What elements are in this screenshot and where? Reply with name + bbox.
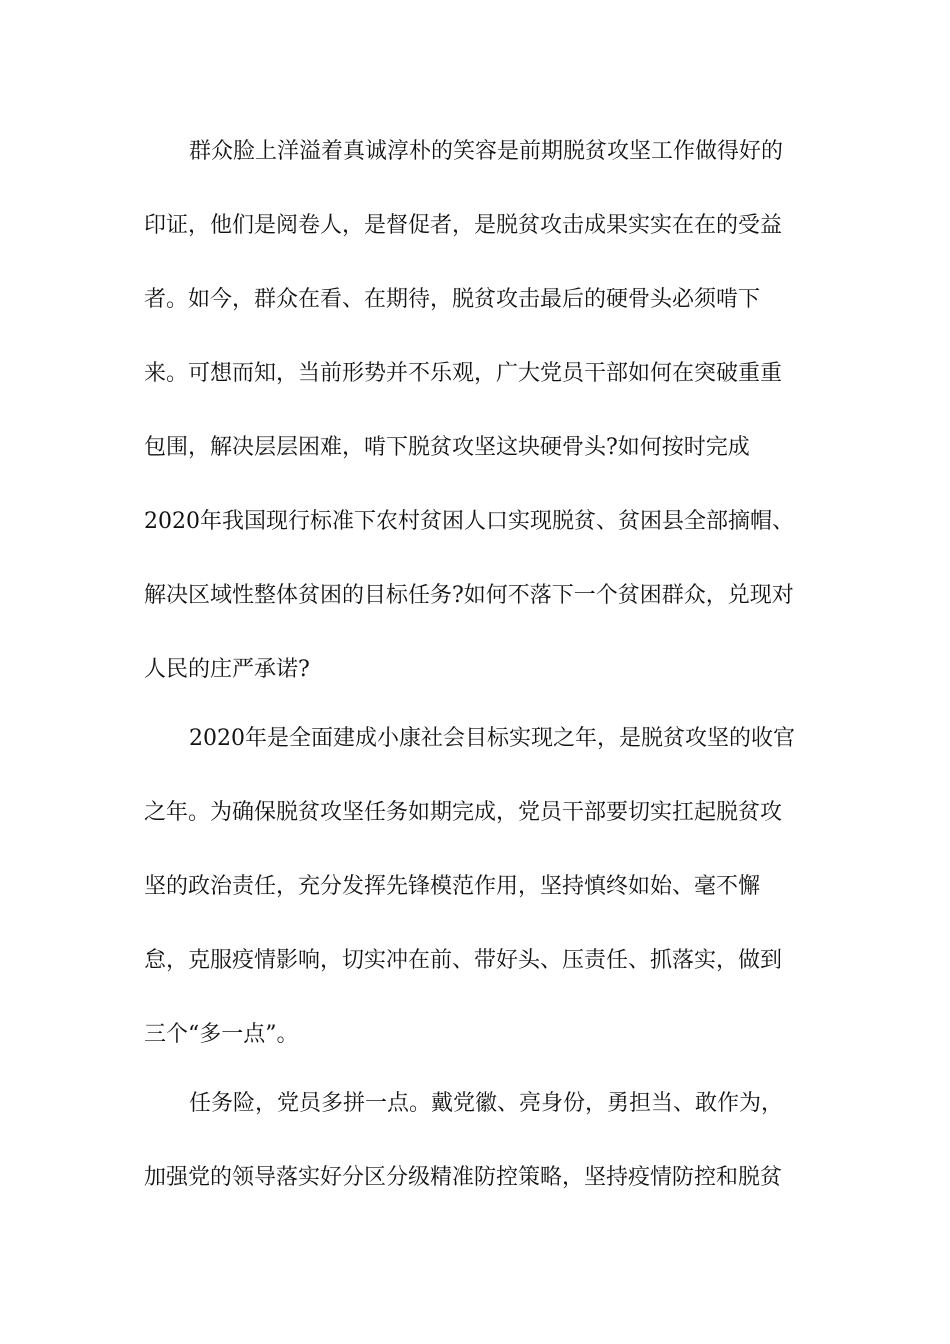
paragraph-1-line-2: 印证，他们是阅卷人，是督促者，是脱贫攻击成果实实在在的受益 [144, 213, 783, 238]
paragraph-1-line-4: 来。可想而知，当前形势并不乐观，广大党员干部如何在突破重重 [144, 361, 783, 386]
paragraph-3-line-1: 任务险，党员多拼一点。戴党徽、亮身份，勇担当、敢作为， [189, 1091, 784, 1116]
paragraph-1-line-7: 解决区域性整体贫困的目标任务?如何不落下一个贫困群众，兑现对 [144, 583, 794, 608]
paragraph-2-line-3: 坚的政治责任，充分发挥先锋模范作用，坚持慎终如始、毫不懈 [144, 874, 761, 899]
paragraph-2-line-4: 怠，克服疫情影响，切实冲在前、带好头、压责任、抓落实，做到 [144, 948, 783, 973]
paragraph-1-line-3: 者。如今，群众在看、在期待，脱贫攻击最后的硬骨头必须啃下 [144, 287, 761, 312]
paragraph-1-line-8: 人民的庄严承诺? [144, 657, 310, 682]
paragraph-3-line-2: 加强党的领导落实好分区分级精准防控策略，坚持疫情防控和脱贫 [144, 1165, 783, 1190]
paragraph-1-line-6: 2020年我国现行标准下农村贫困人口实现脱贫、贫困县全部摘帽、 [144, 509, 794, 534]
paragraph-2-line-5: 三个“多一点”。 [144, 1022, 299, 1047]
paragraph-2-line-2: 之年。为确保脱贫攻坚任务如期完成，党员干部要切实扛起脱贫攻 [144, 800, 783, 825]
paragraph-1-line-1: 群众脸上洋溢着真诚淳朴的笑容是前期脱贫攻坚工作做得好的 [189, 139, 784, 164]
paragraph-1-line-5: 包围，解决层层困难，啃下脱贫攻坚这块硬骨头?如何按时完成 [144, 435, 750, 460]
paragraph-2-line-1: 2020年是全面建成小康社会目标实现之年，是脱贫攻坚的收官 [189, 726, 795, 751]
